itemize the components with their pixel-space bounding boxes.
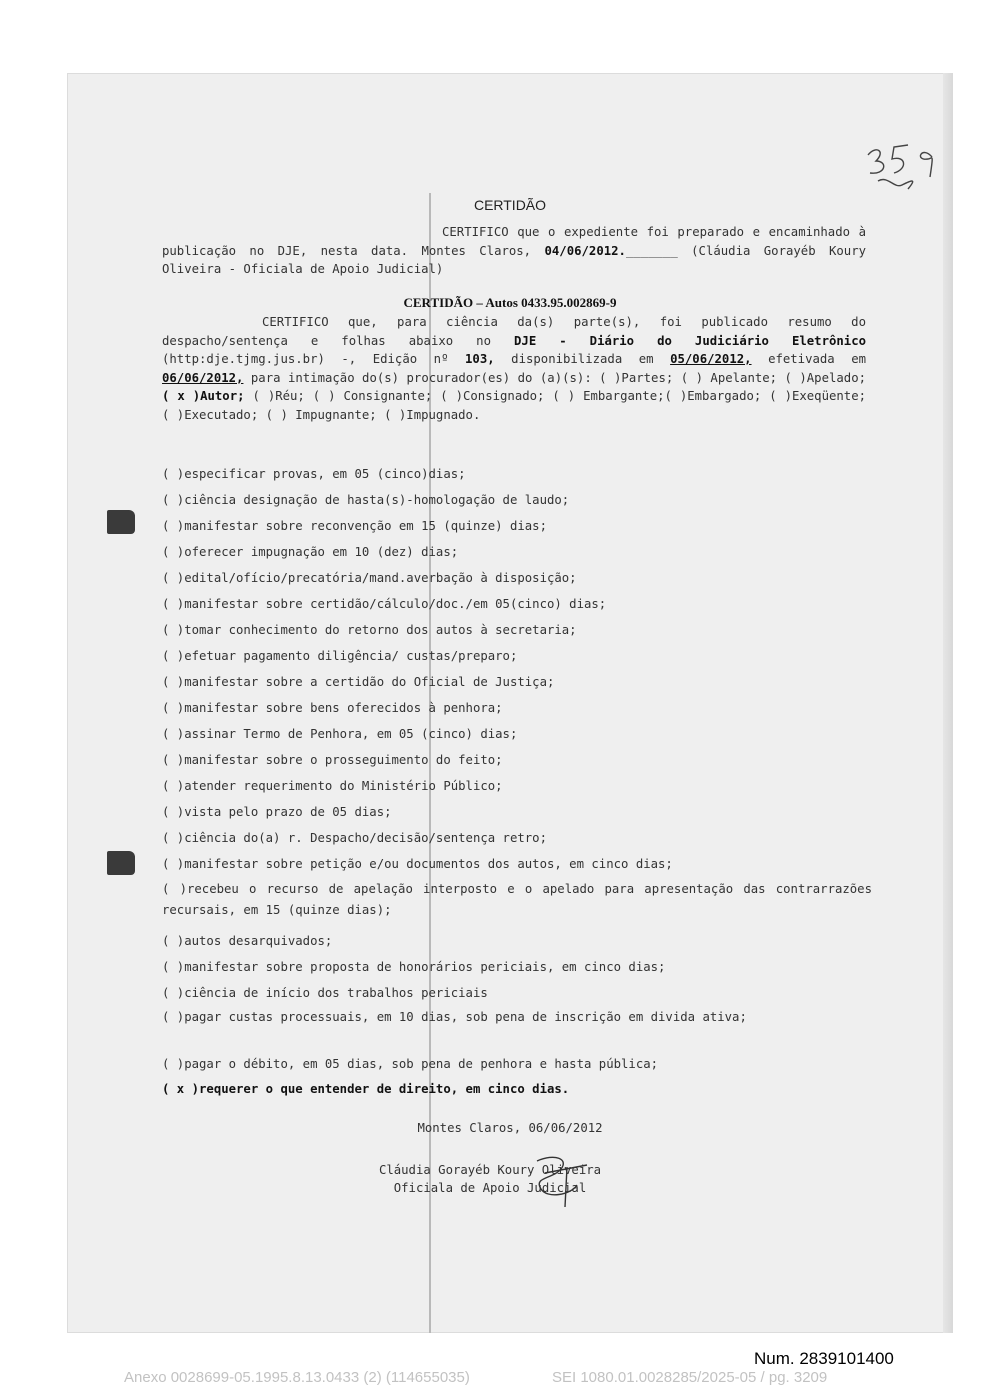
option-item: ( )edital/ofício/precatória/mand.averbação à disposição;: [162, 571, 577, 585]
certidao-paragraph-2: [162, 313, 866, 424]
option-item: ( )manifestar sobre bens oferecidos à penhora;: [162, 701, 503, 715]
option-item: ( )manifestar sobre a certidão do Oficial de Justiça;: [162, 675, 555, 689]
footer-sei-reference: SEI 1080.01.0028285/2025-05 / pg. 3209: [552, 1369, 828, 1386]
dje-url: (http:dje.tjmg.jus.br) -, Edição nº: [162, 352, 449, 366]
option-item: ( )manifestar sobre proposta de honorários periciais, em cinco dias;: [162, 960, 666, 974]
effective-label: efetivada em: [768, 352, 867, 366]
parties-text-2: ( )Réu; ( ) Consignante; ( )Consignado; ( ) Embargante;( )Embargado; ( )Exeqüente; ( )Executado; ( ) Impugnante; ( )Impugnado.: [162, 389, 867, 422]
option-item-selected: ( x )requerer o que entender de direito, em cinco dias.: [162, 1082, 570, 1096]
option-item: ( )vista pelo prazo de 05 dias;: [162, 805, 392, 819]
parties-text: para intimação do(s) procurador(es) do (a)(s): ( )Partes; ( ) Apelante; ( )Apelado;: [250, 370, 867, 385]
autor-marked: ( x )Autor;: [162, 389, 245, 403]
option-item: ( )efetuar pagamento diligência/ custas/preparo;: [162, 649, 518, 663]
date-available: 05/06/2012,: [670, 352, 752, 366]
date-effective: 06/06/2012,: [162, 370, 244, 385]
certidao-2-intro: CERTIFICO que, para ciência da(s) parte(s), foi publicado resumo do despacho/sentença e folhas abaixo no: [162, 315, 866, 348]
signer-name: Cláudia Gorayéb Koury Oliveira: [378, 1163, 602, 1177]
option-item: ( )ciência designação de hasta(s)-homologação de laudo;: [162, 493, 570, 507]
footer-attachment: Anexo 0028699-05.1995.8.13.0433 (2) (114655035): [124, 1369, 470, 1386]
made-available-label: disponibilizada em: [511, 352, 654, 366]
option-item: ( )tomar conhecimento do retorno dos autos à secretaria;: [162, 623, 577, 637]
certidao-1-signer: (Cláudia Gorayéb Koury Oliveira - Oficiala de Apoio Judicial): [162, 243, 867, 276]
dje-name: DJE - Diário do Judiciário Eletrônico: [514, 333, 867, 348]
punch-hole: [107, 510, 135, 534]
place-date: Montes Claros, 06/06/2012: [417, 1121, 603, 1135]
option-item: ( )pagar o débito, em 05 dias, sob pena de penhora e hasta pública;: [162, 1057, 659, 1071]
edition-number: 103,: [465, 352, 495, 366]
option-item: ( )autos desarquivados;: [162, 934, 333, 948]
certidao-autos-title: CERTIDÃO – Autos 0433.95.002869-9: [403, 295, 617, 310]
option-item: ( )ciência do(a) r. Despacho/decisão/sentença retro;: [162, 831, 547, 845]
option-item: ( )manifestar sobre petição e/ou documentos dos autos, em cinco dias;: [162, 857, 673, 871]
option-item: ( )manifestar sobre certidão/cálculo/doc./em 05(cinco) dias;: [162, 597, 607, 611]
certidao-1-text: CERTIFICO que o expediente foi preparado e encaminhado à publicação no DJE, nesta data. Montes Claros,: [162, 225, 866, 258]
certidao-title: CERTIDÃO: [473, 197, 547, 213]
option-item: ( )assinar Termo de Penhora, em 05 (cinco) dias;: [162, 727, 518, 741]
option-item: ( )recebeu o recurso de apelação interposto e o apelado para apresentação das contrarrazões recursais, em 15 (quinze dias);: [162, 882, 872, 917]
handwritten-page-number: [862, 137, 952, 197]
scanned-document: [67, 73, 953, 1333]
option-item: ( )oferecer impugnação em 10 (dez) dias;: [162, 545, 459, 559]
certidao-paragraph-1: CERTIFICO que o expediente foi preparado e encaminhado à publicação no DJE, nesta data. Montes Claros, 04/06/2012._______ (Cláudia Gorayéb Koury Oliveira - Oficiala de Apoio Judicial): [162, 225, 867, 276]
signer-role: Oficiala de Apoio Judicial: [393, 1181, 587, 1195]
option-item: ( )manifestar sobre reconvenção em 15 (quinze) dias;: [162, 519, 547, 533]
option-item: ( )atender requerimento do Ministério Público;: [162, 779, 503, 793]
option-item: ( )manifestar sobre o prosseguimento do feito;: [162, 753, 503, 767]
option-item: ( )pagar custas processuais, em 10 dias, sob pena de inscrição em divida ativa;: [162, 1010, 747, 1024]
punch-hole: [107, 851, 135, 875]
scan-edge: [943, 73, 953, 1333]
option-item: ( )ciência de início dos trabalhos periciais: [162, 986, 488, 1000]
certidao-1-date: 04/06/2012.: [544, 243, 626, 258]
option-item: ( )especificar provas, em 05 (cinco)dias;: [162, 467, 466, 481]
document-number: Num. 2839101400: [754, 1349, 894, 1368]
